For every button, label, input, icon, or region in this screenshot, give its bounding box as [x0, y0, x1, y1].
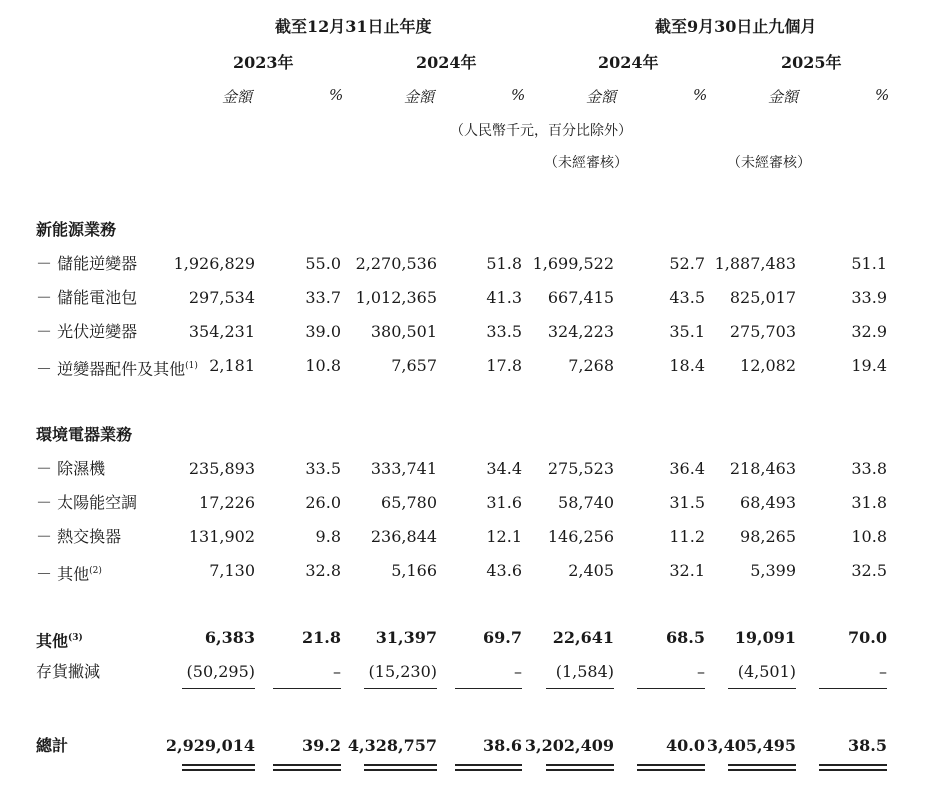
row-label — [36, 354, 198, 381]
amount-cell: 218,463 — [729, 459, 796, 478]
row-label-text: － 儲能逆變器 — [36, 254, 138, 273]
footnote-marker: (3) — [68, 633, 83, 643]
percent-cell: 39.0 — [305, 322, 341, 341]
amount-cell: 354,231 — [188, 322, 255, 341]
total-double-rule — [273, 764, 341, 771]
row-label — [36, 491, 137, 515]
amount-cell: 3,202,409 — [524, 736, 614, 755]
percent-cell: 52.7 — [669, 254, 705, 273]
subtotal-rule — [728, 688, 796, 689]
percent-cell: 38.6 — [483, 736, 522, 755]
amount-cell: 4,328,757 — [347, 736, 437, 755]
percent-cell: 51.8 — [486, 254, 522, 273]
percent-cell: 69.7 — [483, 628, 522, 647]
amount-cell: 7,130 — [209, 561, 255, 580]
percent-cell: 19.4 — [851, 356, 887, 375]
amount-cell: (4,501) — [737, 662, 796, 681]
percent-cell: 26.0 — [305, 493, 341, 512]
row-label — [36, 218, 116, 242]
percent-cell: 32.8 — [305, 561, 341, 580]
row-label — [36, 252, 137, 276]
amount-header-2: 金額 — [404, 88, 435, 106]
row-label-text: 其他 — [36, 631, 69, 651]
amount-cell: 2,929,014 — [165, 736, 255, 755]
total-double-rule — [546, 764, 614, 771]
percent-cell: 33.9 — [851, 288, 887, 307]
row-label-text: － 光伏逆變器 — [36, 322, 138, 341]
amount-cell: 131,902 — [188, 527, 255, 546]
amount-cell: 333,741 — [370, 459, 437, 478]
percent-cell: 10.8 — [851, 527, 887, 546]
percent-cell: 36.4 — [669, 459, 705, 478]
total-double-rule — [182, 764, 255, 771]
amount-cell: (1,584) — [555, 662, 614, 681]
row-label-text: － 逆變器配件及其他 — [36, 359, 186, 379]
row-inventory-writedown — [0, 660, 948, 684]
amount-cell: 17,226 — [199, 493, 255, 512]
amount-cell: 7,657 — [391, 356, 437, 375]
amount-cell: 7,268 — [568, 356, 614, 375]
subtotal-rule — [182, 688, 255, 689]
unaudited-note-2024: （未經審核） — [544, 155, 628, 171]
percent-cell: 55.0 — [305, 254, 341, 273]
row-label-text: 新能源業務 — [36, 220, 117, 239]
row-dehumidifier — [0, 457, 948, 481]
percent-cell: 35.1 — [669, 322, 705, 341]
row-label — [36, 660, 100, 684]
percent-cell: 18.4 — [669, 356, 705, 375]
percent-cell: 33.5 — [305, 459, 341, 478]
amount-cell: 68,493 — [740, 493, 796, 512]
amount-cell: 31,397 — [375, 628, 437, 647]
amount-cell: 275,703 — [729, 322, 796, 341]
total-double-rule — [455, 764, 522, 771]
percent-cell: 32.9 — [851, 322, 887, 341]
amount-cell: 1,887,483 — [714, 254, 796, 273]
amount-header-4: 金額 — [768, 88, 799, 106]
percent-cell: 43.5 — [669, 288, 705, 307]
row-label-text: 存貨撇減 — [36, 662, 101, 681]
row-label-text: 環境電器業務 — [36, 425, 133, 444]
pct-header-2: % — [511, 86, 526, 104]
percent-cell: – — [333, 662, 341, 681]
amount-cell: 5,166 — [391, 561, 437, 580]
subtotal-rule — [637, 688, 705, 689]
amount-cell: 146,256 — [547, 527, 614, 546]
header-group-annual: 截至12月31日止年度 — [275, 17, 432, 36]
percent-cell: 9.8 — [315, 527, 341, 546]
amount-cell: 1,012,365 — [355, 288, 437, 307]
row-storage-inverter — [0, 252, 948, 276]
footnote-marker: (1) — [185, 361, 198, 371]
total-double-rule — [364, 764, 437, 771]
amount-cell: 58,740 — [558, 493, 614, 512]
percent-cell: 40.0 — [666, 736, 705, 755]
year-2024-nine-months: 2024年 — [598, 53, 659, 72]
section-environmental-appliance — [0, 423, 948, 447]
amount-cell: 22,641 — [552, 628, 614, 647]
amount-cell: (50,295) — [186, 662, 255, 681]
percent-cell: – — [697, 662, 705, 681]
row-storage-battery — [0, 286, 948, 310]
amount-cell: 297,534 — [188, 288, 255, 307]
amount-cell: 236,844 — [370, 527, 437, 546]
row-other — [0, 626, 948, 650]
row-label-text: － 其他 — [36, 564, 90, 584]
percent-cell: 12.1 — [486, 527, 522, 546]
percent-cell: 32.1 — [669, 561, 705, 580]
pct-header-1: % — [329, 86, 344, 104]
row-label — [36, 559, 102, 586]
percent-cell: 32.5 — [851, 561, 887, 580]
subtotal-rule — [364, 688, 437, 689]
amount-cell: 12,082 — [740, 356, 796, 375]
amount-cell: 235,893 — [188, 459, 255, 478]
amount-cell: 65,780 — [381, 493, 437, 512]
amount-cell: 6,383 — [204, 628, 255, 647]
amount-cell: 19,091 — [734, 628, 796, 647]
percent-cell: 21.8 — [302, 628, 341, 647]
row-label — [36, 626, 83, 653]
subtotal-rule — [819, 688, 887, 689]
percent-cell: 34.4 — [486, 459, 522, 478]
currency-note: （人民幣千元，百分比除外） — [450, 123, 632, 139]
percent-cell: 38.5 — [848, 736, 887, 755]
subtotal-rule — [455, 688, 522, 689]
amount-cell: 825,017 — [729, 288, 796, 307]
total-double-rule — [819, 764, 887, 771]
percent-cell: 31.6 — [486, 493, 522, 512]
year-2025: 2025年 — [781, 53, 842, 72]
percent-cell: 68.5 — [666, 628, 705, 647]
row-label — [36, 320, 137, 344]
row-label-text: 總計 — [36, 736, 69, 755]
subtotal-rule — [546, 688, 614, 689]
percent-cell: 10.8 — [305, 356, 341, 375]
amount-cell: 380,501 — [370, 322, 437, 341]
percent-cell: 39.2 — [302, 736, 341, 755]
amount-cell: 3,405,495 — [706, 736, 796, 755]
year-2024-annual: 2024年 — [416, 53, 477, 72]
pct-header-3: % — [693, 86, 708, 104]
total-double-rule — [637, 764, 705, 771]
row-pv-inverter — [0, 320, 948, 344]
percent-cell: – — [514, 662, 522, 681]
row-label-text: － 太陽能空調 — [36, 493, 138, 512]
row-label-text: － 熱交換器 — [36, 527, 122, 546]
row-label-text: － 除濕機 — [36, 459, 106, 478]
row-label — [36, 286, 137, 310]
percent-cell: 33.5 — [486, 322, 522, 341]
row-solar-aircon — [0, 491, 948, 515]
percent-cell: – — [879, 662, 887, 681]
amount-header-1: 金額 — [222, 88, 253, 106]
row-env-other — [0, 559, 948, 583]
header-group-nine-months: 截至9月30日止九個月 — [655, 17, 817, 36]
row-label — [36, 457, 105, 481]
percent-cell: 11.2 — [669, 527, 705, 546]
percent-cell: 31.5 — [669, 493, 705, 512]
row-heat-exchanger — [0, 525, 948, 549]
row-label — [36, 525, 121, 549]
subtotal-rule — [273, 688, 341, 689]
section-new-energy — [0, 218, 948, 242]
amount-cell: 5,399 — [750, 561, 796, 580]
amount-cell: (15,230) — [368, 662, 437, 681]
amount-cell: 1,926,829 — [173, 254, 255, 273]
percent-cell: 41.3 — [486, 288, 522, 307]
amount-header-3: 金額 — [586, 88, 617, 106]
total-double-rule — [728, 764, 796, 771]
percent-cell: 43.6 — [486, 561, 522, 580]
unaudited-note-2025: （未經審核） — [727, 155, 811, 171]
row-total — [0, 734, 948, 758]
amount-cell: 2,405 — [568, 561, 614, 580]
row-label — [36, 423, 132, 447]
row-inverter-accessories — [0, 354, 948, 378]
percent-cell: 51.1 — [851, 254, 887, 273]
amount-cell: 98,265 — [740, 527, 796, 546]
footnote-marker: (2) — [89, 566, 102, 576]
percent-cell: 33.7 — [305, 288, 341, 307]
amount-cell: 324,223 — [547, 322, 614, 341]
amount-cell: 275,523 — [547, 459, 614, 478]
percent-cell: 31.8 — [851, 493, 887, 512]
row-label — [36, 734, 68, 758]
amount-cell: 667,415 — [547, 288, 614, 307]
percent-cell: 70.0 — [848, 628, 887, 647]
amount-cell: 2,270,536 — [355, 254, 437, 273]
amount-cell: 1,699,522 — [532, 254, 614, 273]
row-label-text: － 儲能電池包 — [36, 288, 138, 307]
percent-cell: 33.8 — [851, 459, 887, 478]
pct-header-4: % — [875, 86, 890, 104]
amount-cell: 2,181 — [209, 356, 255, 375]
percent-cell: 17.8 — [486, 356, 522, 375]
year-2023: 2023年 — [233, 53, 294, 72]
